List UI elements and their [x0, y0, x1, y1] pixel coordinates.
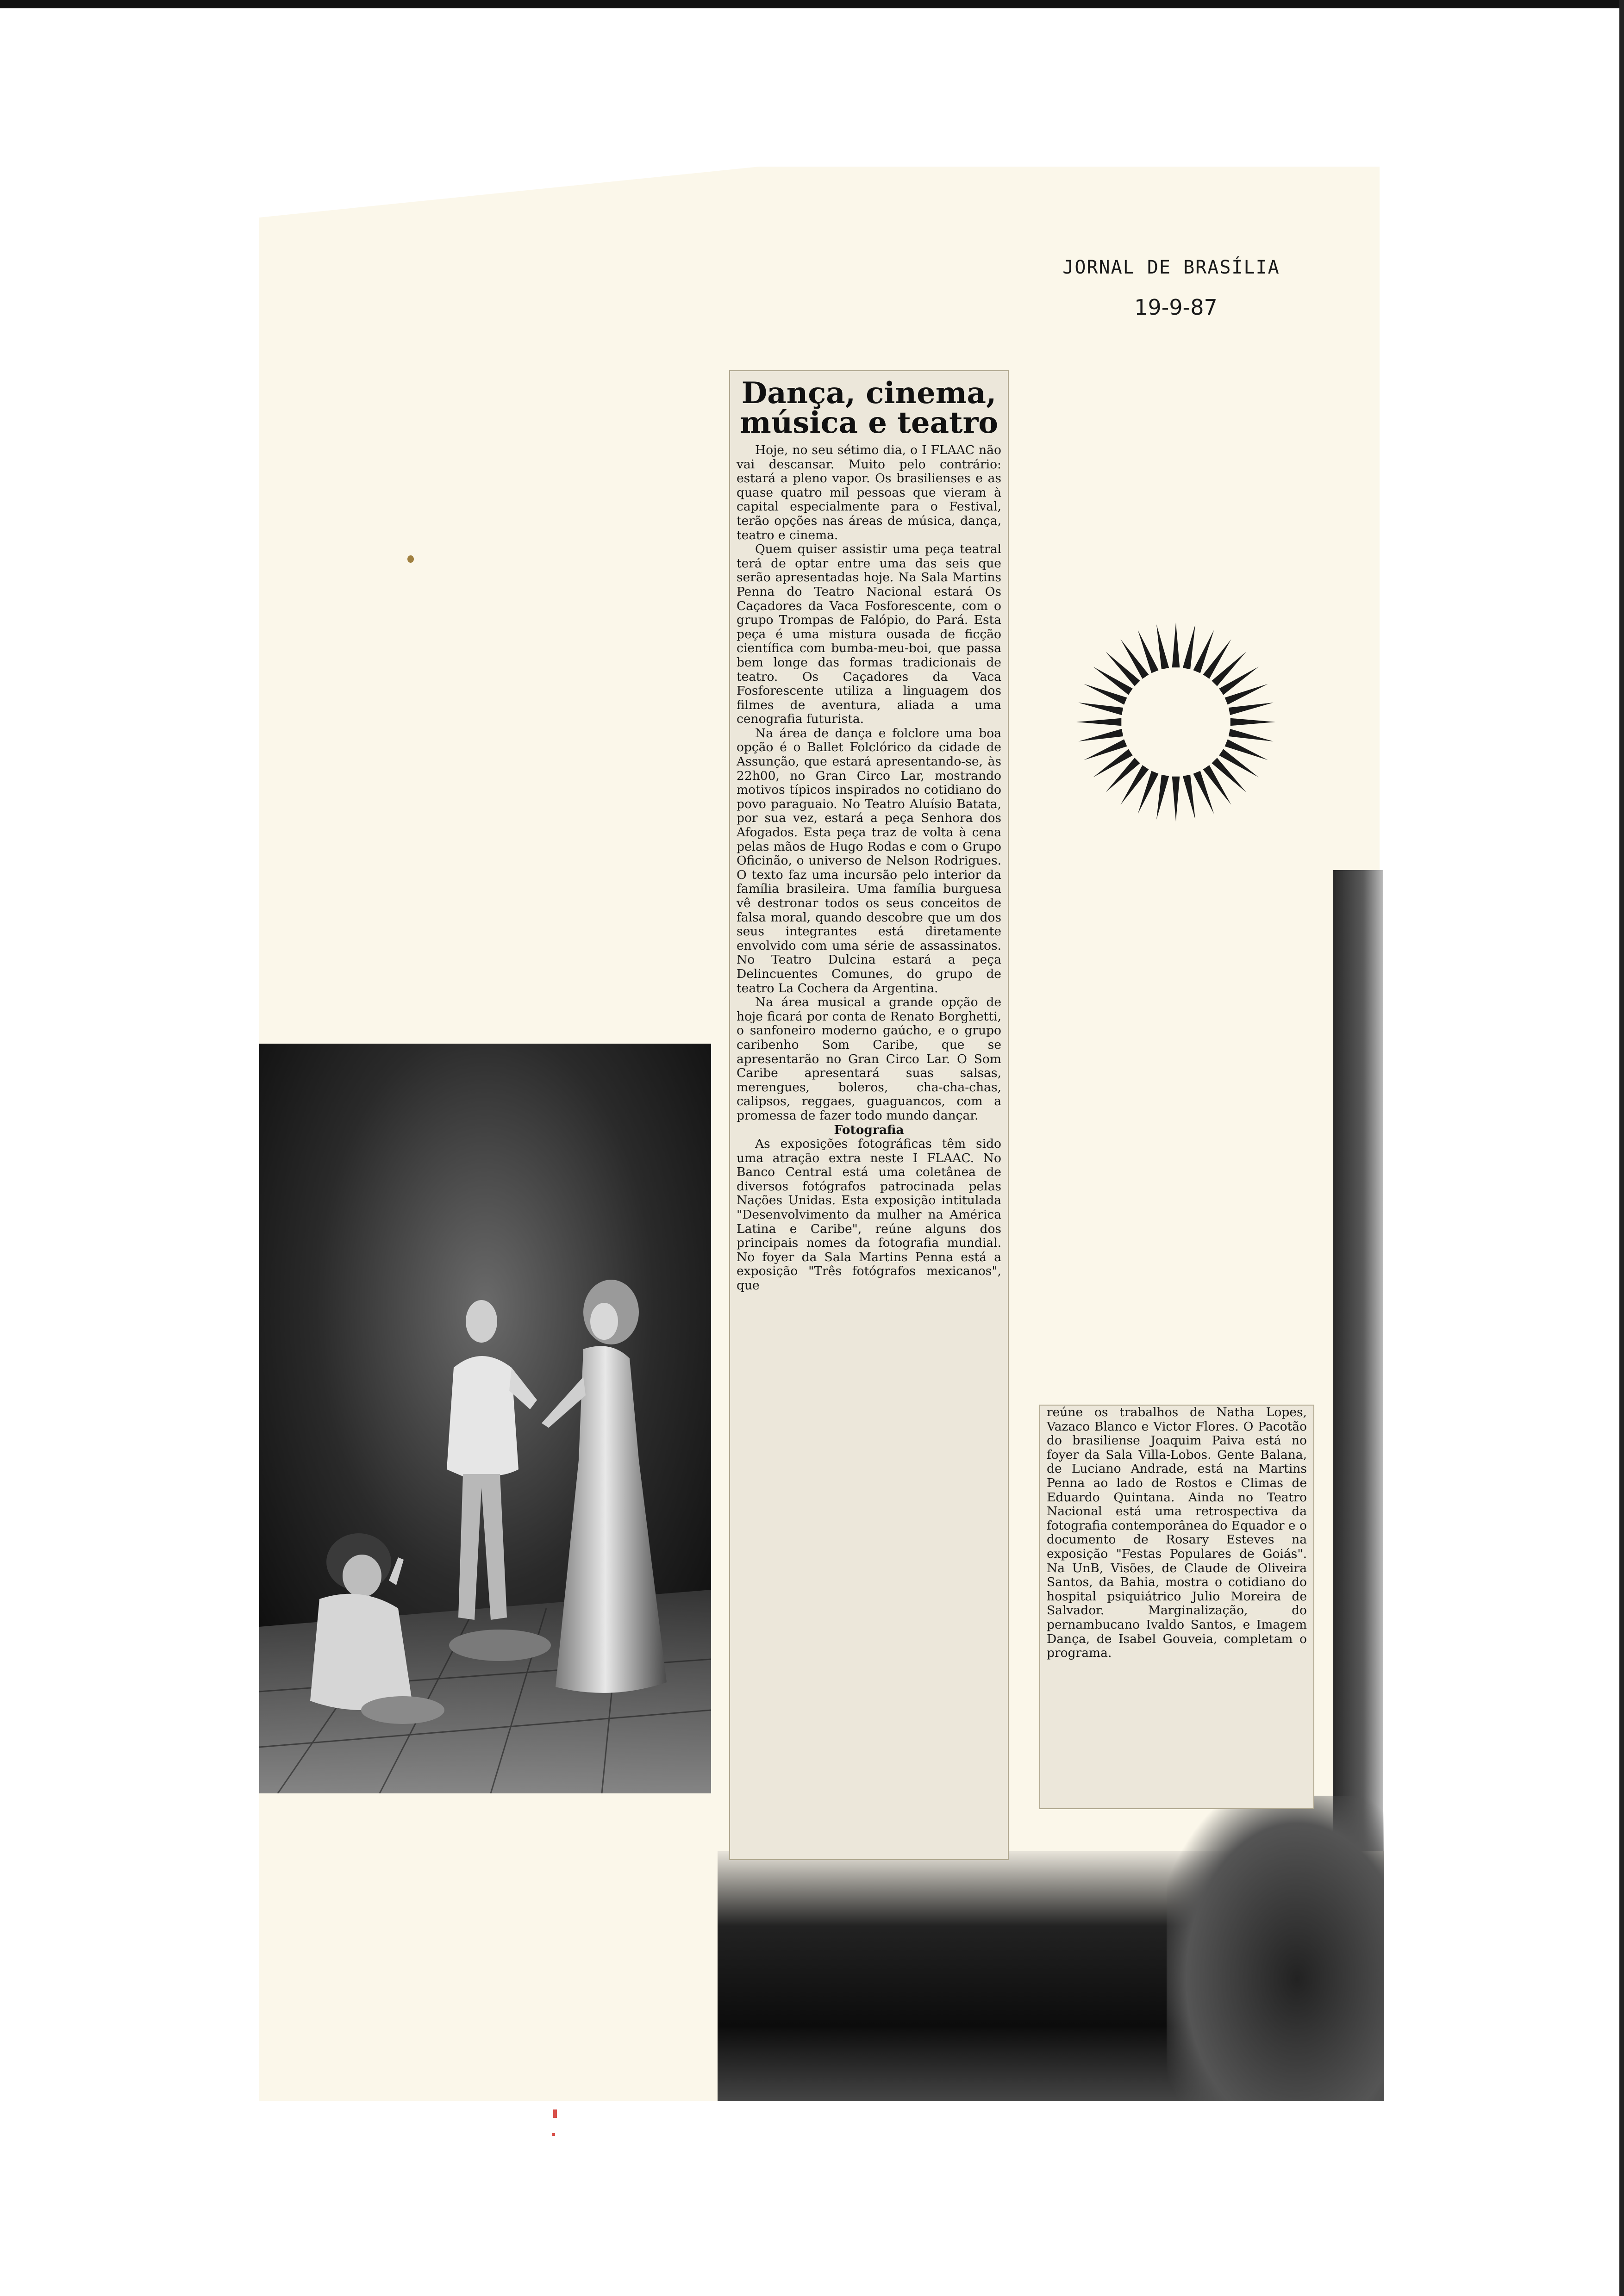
headline-line-1: Dança, cinema, — [741, 376, 997, 411]
article-headline — [730, 376, 1008, 440]
sun-ray — [1172, 777, 1180, 821]
sun-ray — [1230, 718, 1275, 726]
photo-image — [259, 1044, 711, 1793]
sun-ray — [1229, 703, 1274, 715]
sun-ray — [1076, 718, 1121, 726]
article-paragraph: reúne os trabalhos de Natha Lopes, Vazaco Blanco e Victor Flores. O Pacotão do brasiliense Joaquim Paiva está no foyer da Sala Villa-Lobos. Gente Balana, de Luciano Andrade, está na Martins Penna ao lado de Rostos e Climas de Eduardo Quintana. Ainda no Teatro Nacional está uma retrospectiva da fotografia contemporânea do Equador e o documento de Rosary Esteves na exposição "Festas Populares de Goiás". Na UnB, Visões, de Claude de Oliveira Santos, da Bahia, mostra o cotidiano do hospital psiquiátrico Julio Moreira de Salvador. Marginalização, do pernambucano Ivaldo Santos, e Imagem Dança, de Isabel Gouveia, completam o programa. — [1047, 1405, 1307, 1661]
sun-ray — [1106, 758, 1140, 792]
sun-ray — [1156, 624, 1169, 669]
sun-ray — [1156, 775, 1169, 820]
article-clipping — [729, 370, 1009, 1860]
scan-shadow-patch — [1167, 1796, 1384, 2101]
article-continuation-clipping — [1039, 1405, 1314, 1809]
sun-ray — [1106, 652, 1140, 686]
article-paragraph: As exposições fotográficas têm sido uma atração extra neste I FLAAC. No Banco Central está uma coletânea de diversos fotógrafos patrocinada pelas Nações Unidas. Esta exposição intitulada "Desenvolvimento da mulher na América Latina e Caribe", reúne alguns dos principais nomes da fotografia mundial. No foyer da Sala Martins Penna está a exposição "Três fotógrafos mexicanos", que — [737, 1137, 1001, 1293]
source-date: 19-9-87 — [1134, 295, 1218, 320]
sun-ray — [1172, 622, 1180, 667]
article-paragraph: Na área de dança e folclore uma boa opção é o Ballet Folclórico da cidade de Assunção, que estará apresentando-se, às 22h00, no Gran Circo Lar, mostrando motivos típicos inspirados no cotidiano do povo paraguaio. No Teatro Aluísio Batata, por sua vez, estará a peça Senhora dos Afogados. Esta peça traz de volta à cena pelas mãos de Hugo Rodas e com o Grupo Oficinão, o universo de Nelson Rodrigues. O texto faz uma incursão pelo interior da família brasileira. Uma família burguesa vê destronar todos os seus conceitos de falsa moral, quando descobre que um dos seus integrantes está diretamente envolvido com uma série de assassinatos. No Teatro Dulcina estará a peça Delincuentes Comunes, do grupo de teatro La Cochera da Argentina. — [737, 726, 1001, 996]
sun-ray — [1078, 729, 1123, 741]
scan-speck — [553, 2109, 557, 2118]
article-paragraph: Na área musical a grande opção de hoje ficará por conta de Renato Borghetti, o sanfoneiro moderno gaúcho, e o grupo caribenho Som Caribe, que se apresentarão no Gran Circo Lar. O Som Caribe apresentará suas salsas, merengues, boleros, cha-cha-chas, calipsos, reggaes, guaguancos, com a promessa de fazer todo mundo dançar. — [737, 995, 1001, 1123]
sun-ray — [1212, 652, 1246, 686]
scan-speck — [407, 555, 414, 563]
sun-ray — [1078, 703, 1123, 715]
scan-border-right — [1619, 0, 1624, 2296]
source-newspaper: JORNAL DE BRASÍLIA — [1062, 257, 1280, 278]
article-paragraph: Hoje, no seu sétimo dia, o I FLAAC não vai descansar. Muito pelo contrário: estará a pleno vapor. Os brasilienses e as quase quatro mil pessoas que vieram à capital especialmente para o Festival, terão opções nas áreas de música, dança, teatro e cinema. — [737, 443, 1001, 542]
article-paragraph: Quem quiser assistir uma peça teatral terá de optar entre uma das seis que serão apresentadas hoje. Na Sala Martins Penna do Teatro Nacional estará Os Caçadores da Vaca Fosforescente, com o grupo Trompas de Falópio, do Pará. Esta peça é uma mistura ousada de ficção científica com bumba-meu-boi, que passa bem longe das formas tradicionais de teatro. Os Caçadores da Vaca Fosforescente utiliza a linguagem dos filmes de aventura, aliada a uma cenografia futurista. — [737, 542, 1001, 727]
theater-scene-photo — [259, 1044, 711, 1793]
scan-speck — [552, 2133, 555, 2136]
sun-ray — [1183, 775, 1195, 820]
headline-line-2: música e teatro — [739, 405, 999, 440]
scan-border-top — [0, 0, 1624, 8]
sun-ray — [1212, 758, 1246, 792]
sun-ray — [1229, 729, 1274, 741]
article-continuation — [1040, 1406, 1313, 1661]
article-subhead: Fotografia — [834, 1122, 904, 1137]
article-body — [730, 443, 1008, 1293]
sun-logo — [1074, 620, 1278, 824]
sun-ray — [1183, 624, 1195, 669]
